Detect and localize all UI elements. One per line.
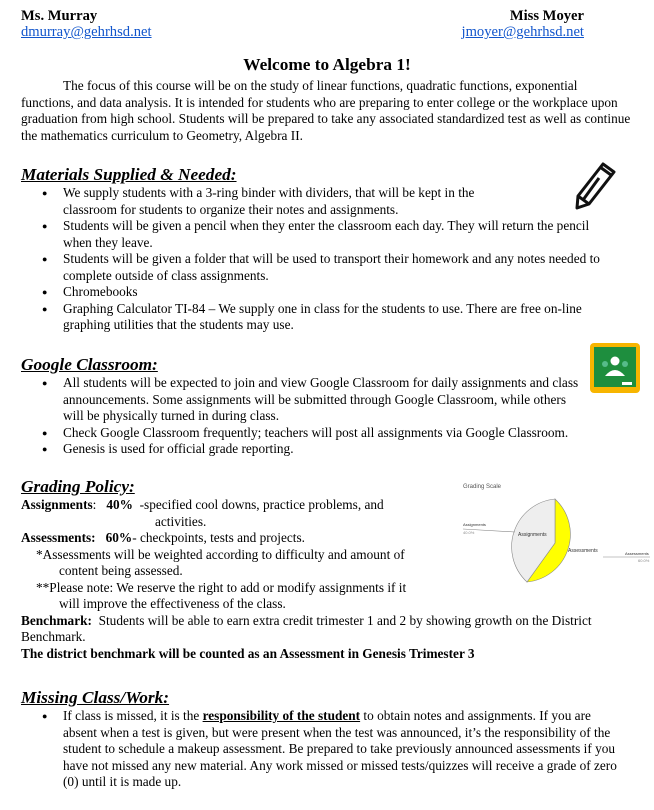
list-item: ● Students will be given a pencil when they enter the classroom each day. They will return the pencil when they leave. <box>21 218 601 251</box>
benchmark-label: Benchmark: <box>21 612 92 628</box>
assessments-label: Assessments: <box>21 530 96 545</box>
pencil-icon <box>572 160 618 210</box>
missing-text-post: to obtain notes and assignments. If you are absent when a test is given, but were present when the test was announced, it’s the responsibility of the student to schedule a makeup assessment. Be prepared to take previously announced assessments if you have not missed any new material. Any work missed or missed tests/quizzes will receive a grade of zero (0) until it is made up. <box>63 708 617 789</box>
classroom-list <box>21 375 621 458</box>
list-item: ● Genesis is used for official grade reporting. <box>21 441 621 458</box>
teacher-name-right: Miss Moyer <box>509 8 584 24</box>
list-item: ● Chromebooks <box>21 284 601 301</box>
svg-text:60.0%: 60.0% <box>638 558 650 563</box>
missing-text-pre: If class is missed, it is the <box>63 708 203 723</box>
svg-text:Assessments: Assessments <box>625 551 649 556</box>
list-item: ● Check Google Classroom frequently; teachers will post all assignments via Google Classroom. <box>21 425 621 442</box>
svg-text:Assessments: Assessments <box>568 548 598 554</box>
teacher-name-left: Ms. Murray <box>21 8 98 24</box>
assessments-percent: 60% <box>105 530 133 545</box>
list-item <box>21 708 621 791</box>
list-item: ● Graphing Calculator TI-84 – We supply one in class for the students to use. There are free on-line graphing utilities that the students may use. <box>21 301 603 334</box>
chart-title: Grading Scale <box>463 484 502 490</box>
missing-section <box>21 688 621 791</box>
benchmark-text: Students will be able to earn extra credit trimester 1 and 2 by showing growth on the District Benchmark. <box>21 612 592 644</box>
svg-text:Assignments: Assignments <box>518 532 547 538</box>
grading-scale-chart <box>455 478 654 593</box>
list-item: ● All students will be expected to join and view Google Classroom for daily assignments and class announcements. Some assignments will be submitted through Google Classroom, while others will be physically turned in during class. <box>21 375 583 425</box>
intro-text: The focus of this course will be on the study of linear functions, quadratic functions, exponential functions, and data analysis. It is intended for students who are preparing to enter college or the workplace upon graduation from high school. Students will be prepared to take any associated standardized test as well as continue the mathematics curriculum to Geometry, Algebra II. <box>21 78 631 143</box>
missing-list <box>21 708 621 791</box>
classroom-section <box>21 355 621 458</box>
responsibility-emphasis: responsibility of the student <box>202 708 361 723</box>
colon: : <box>92 497 97 512</box>
materials-section <box>21 165 601 334</box>
materials-heading: Materials Supplied & Needed: <box>21 165 237 184</box>
svg-text:40.0%: 40.0% <box>463 530 475 535</box>
missing-heading: Missing Class/Work: <box>21 688 170 707</box>
teacher-email-right[interactable]: jmoyer@gehrhsd.net <box>461 24 584 40</box>
note-weighting: *Assessments will be weighted according to difficulty and amount of <box>36 546 405 562</box>
assignments-desc-cont: activities. <box>155 513 207 529</box>
google-classroom-icon <box>589 342 641 394</box>
assessments-desc: - checkpoints, tests and projects. <box>132 530 306 545</box>
page-title: Welcome to Algebra 1! <box>243 55 411 74</box>
benchmark-note: The district benchmark will be counted as an Assessment in Genesis Trimester 3 <box>21 645 475 661</box>
intro-paragraph <box>21 78 631 144</box>
teacher-email-left[interactable]: dmurray@gehrhsd.net <box>21 24 152 40</box>
svg-text:Assignments: Assignments <box>463 522 486 527</box>
list-item: ● Students will be given a folder that will be used to transport their homework and any notes needed to complete outside of class assignments. <box>21 251 603 284</box>
assignments-percent: 40% <box>106 497 133 512</box>
assignments-desc: -specified cool downs, practice problems, and <box>139 497 384 512</box>
list-item: ● We supply students with a 3-ring binder with dividers, that will be kept in the classroom for students to organize their notes and assignments. <box>21 185 523 218</box>
materials-list <box>21 185 601 334</box>
classroom-heading: Google Classroom: <box>21 355 158 374</box>
grading-heading: Grading Policy: <box>21 477 135 496</box>
assignments-label: Assignments <box>21 497 93 512</box>
note-modify-cont: will improve the effectiveness of the class. <box>59 596 286 611</box>
note-modify: **Please note: We reserve the right to add or modify assignments if it <box>36 579 407 595</box>
benchmark-row <box>21 613 611 646</box>
note-weighting-cont: content being assessed. <box>59 563 183 578</box>
